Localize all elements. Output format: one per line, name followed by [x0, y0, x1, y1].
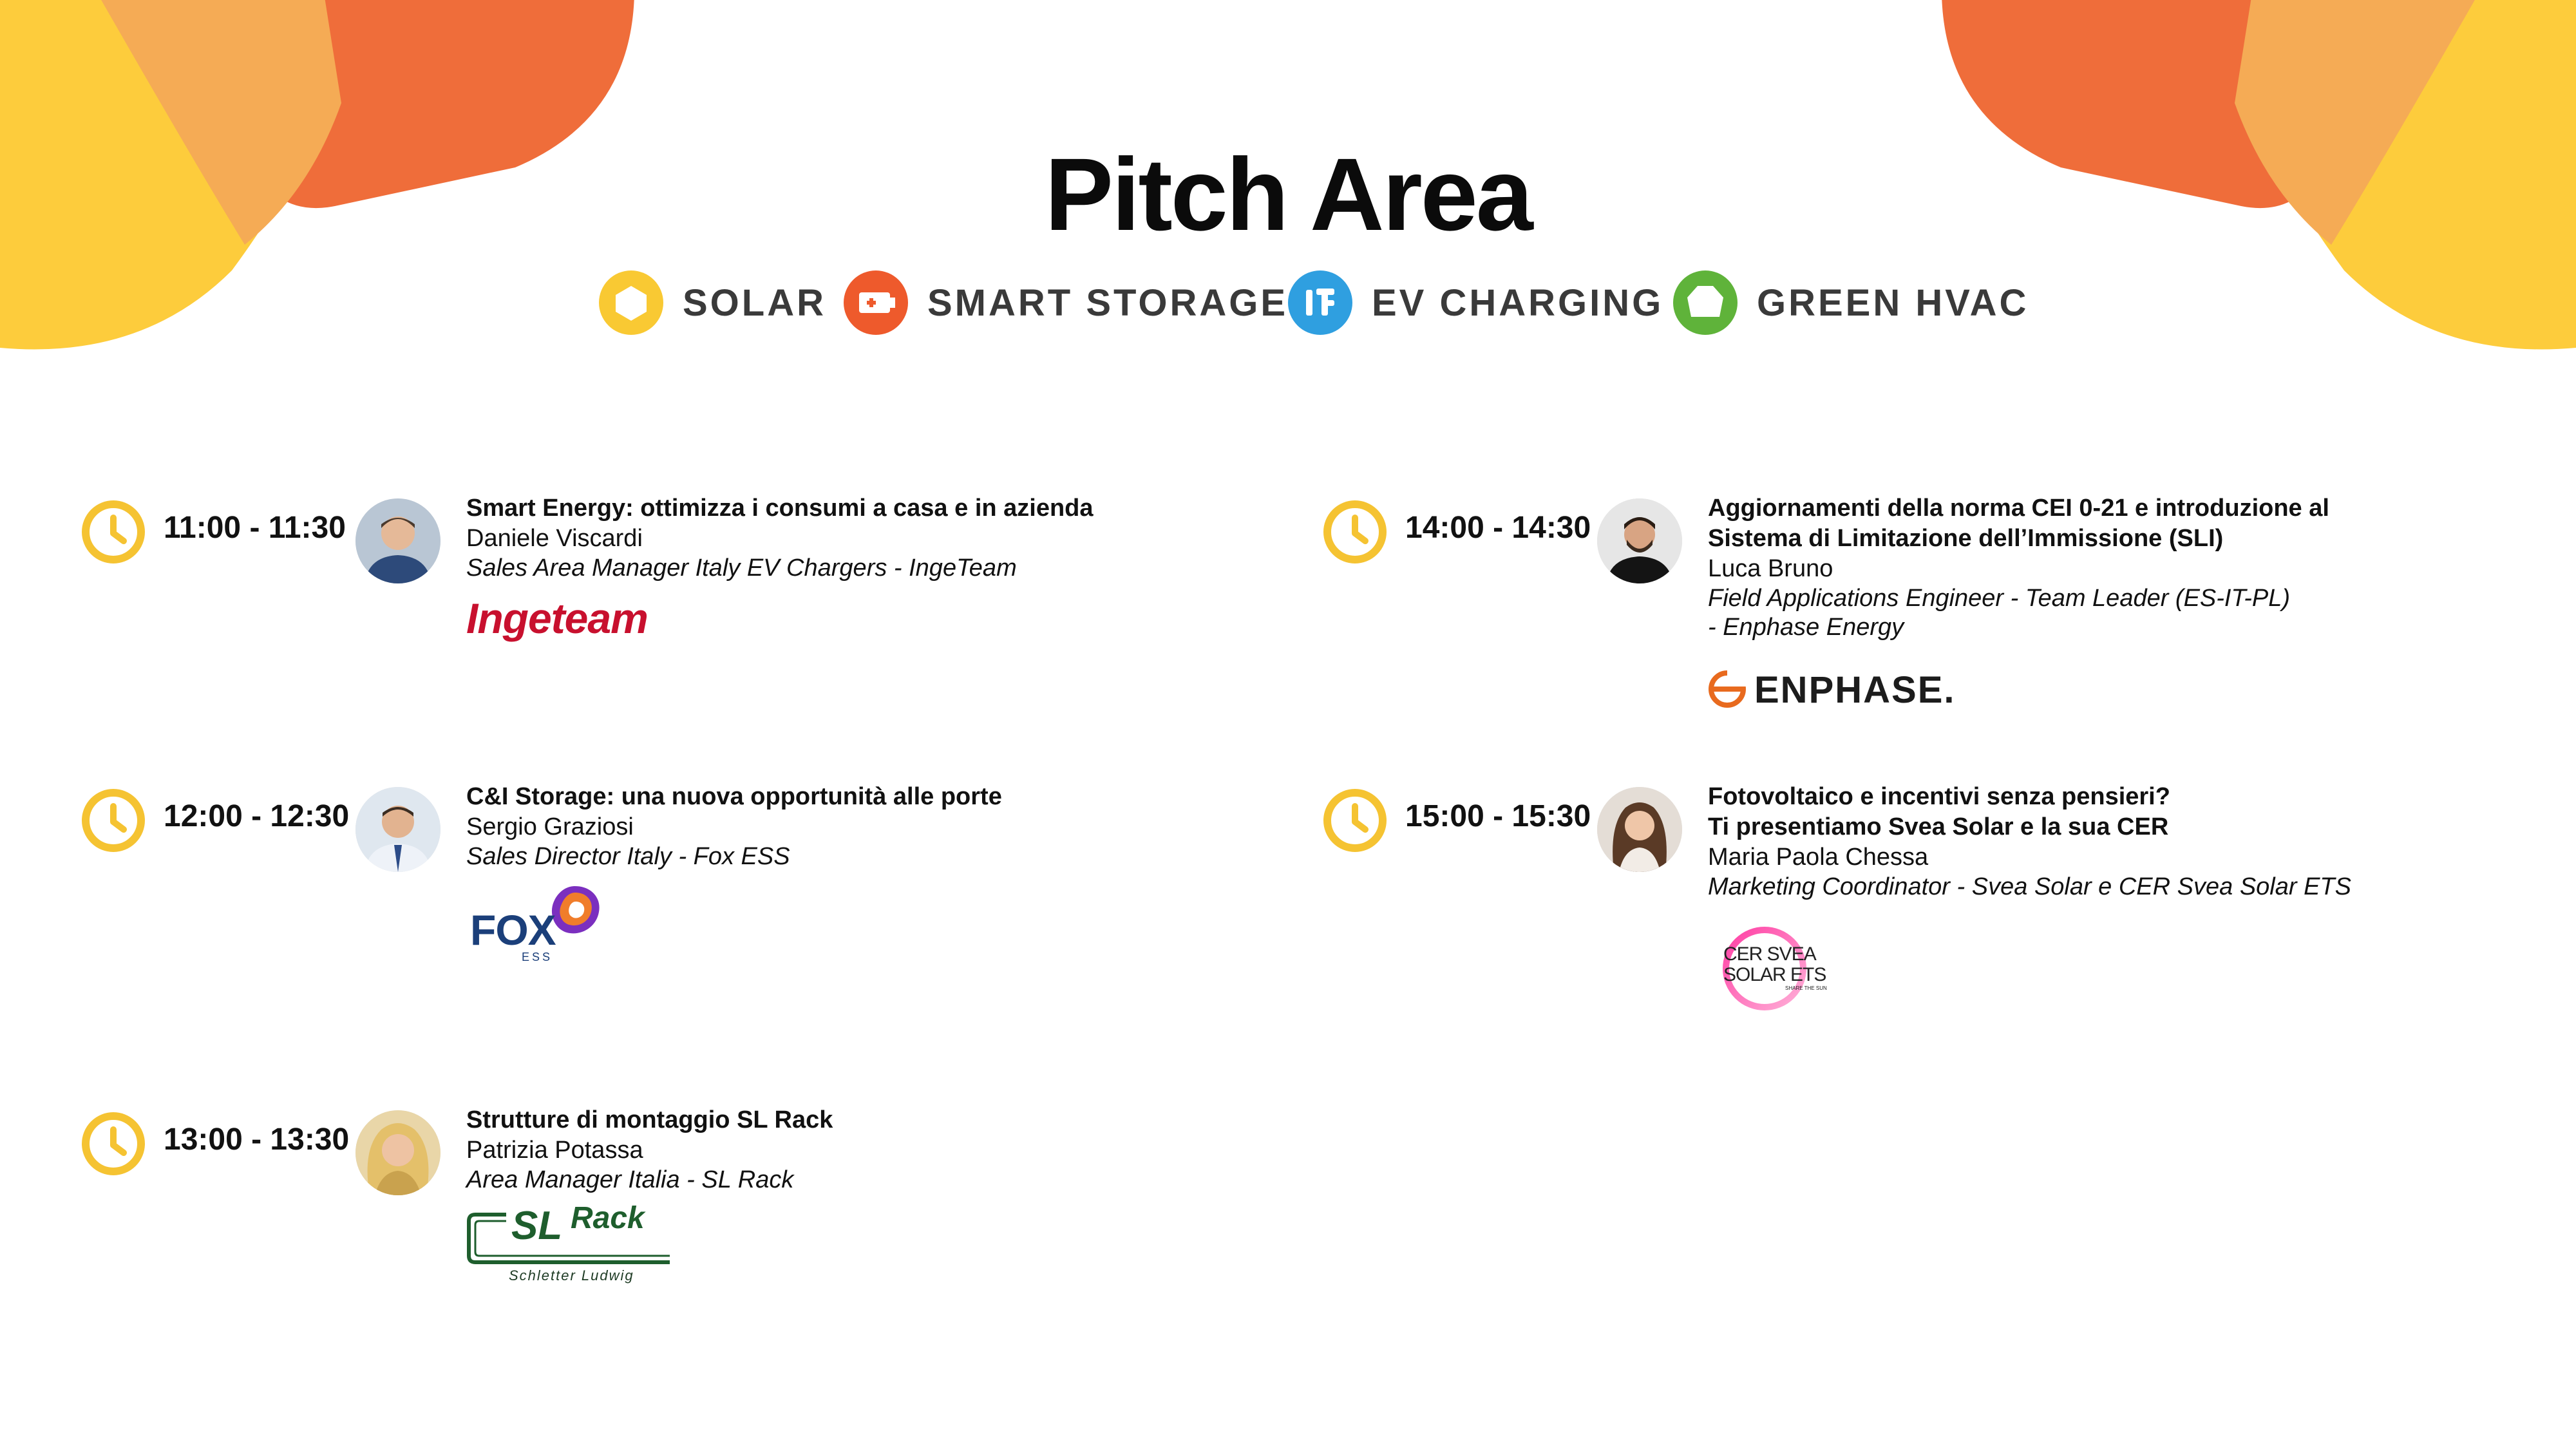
talk-title: Strutture di montaggio SL Rack: [466, 1106, 833, 1133]
speaker-role: Sales Director Italy - Fox ESS: [466, 843, 790, 870]
speaker-name: Maria Paola Chessa: [1708, 844, 1929, 871]
logo-text-extra: Rack: [571, 1201, 645, 1235]
cer-logo-text: [1723, 944, 1827, 991]
session-time: 12:00 - 12:30: [164, 799, 350, 833]
session-time: 11:00 - 11:30: [164, 511, 346, 545]
logo-subtext: Schletter Ludwig: [509, 1267, 634, 1283]
session-time: 14:00 - 14:30: [1405, 511, 1591, 545]
speaker-name: Patrizia Potassa: [466, 1137, 643, 1164]
session-details: [466, 493, 1368, 583]
clock-icon: [1321, 498, 1388, 565]
talk-title: Aggiornamenti della norma CEI 0-21 e introduzione al: [1708, 495, 2329, 522]
speaker-avatar: [355, 498, 440, 583]
category-label: GREEN HVAC: [1757, 281, 2029, 324]
talk-title: Ti presentiamo Svea Solar e la sua CER: [1708, 813, 2169, 840]
talk-title: Smart Energy: ottimizza i consumi a casa e in azienda: [466, 495, 1094, 522]
ev-plug-icon: [1287, 269, 1354, 336]
speaker-name: Sergio Graziosi: [466, 813, 634, 840]
sponsor-logo: [1708, 665, 1965, 716]
sponsor-logo: [466, 594, 648, 643]
talk-title: Sistema di Limitazione dell’Immissione (SLI): [1708, 525, 2224, 552]
logo-subtext: SHARE THE SUN: [1785, 985, 1827, 991]
logo-subtext: ESS: [522, 951, 553, 963]
category-label: EV CHARGING: [1372, 281, 1664, 324]
category-solar: [598, 264, 826, 341]
sponsor-logo: [466, 882, 621, 966]
speaker-avatar: [1597, 498, 1682, 583]
category-smart-storage: [842, 264, 1288, 341]
logo-text: CER SVEA: [1723, 943, 1816, 965]
speaker-avatar: [1597, 787, 1682, 872]
session-time: 15:00 - 15:30: [1405, 799, 1591, 833]
speaker-role: - Enphase Energy: [1708, 614, 1904, 641]
solar-icon: [598, 269, 665, 336]
session-details: [466, 1105, 1368, 1195]
clock-icon: [1321, 787, 1388, 854]
session-details: [466, 782, 1368, 871]
speaker-avatar: [355, 1110, 440, 1195]
logo-text: FOX: [470, 906, 556, 954]
session-details: [1708, 493, 2576, 642]
speaker-avatar: [355, 787, 440, 872]
session-details: [1708, 782, 2576, 902]
sponsor-logo: [1708, 925, 1862, 1015]
talk-title: C&I Storage: una nuova opportunità alle porte: [466, 783, 1002, 810]
speaker-role: Marketing Coordinator - Svea Solar e CER Svea Solar ETS: [1708, 873, 2351, 900]
speaker-role: Area Manager Italia - SL Rack: [466, 1166, 794, 1193]
logo-text: SL: [511, 1204, 563, 1248]
speaker-name: Daniele Viscardi: [466, 525, 643, 552]
clock-icon: [80, 1110, 147, 1177]
clock-icon: [80, 787, 147, 854]
clock-icon: [80, 498, 147, 565]
talk-title: Fotovoltaico e incentivi senza pensieri?: [1708, 783, 2170, 810]
sponsor-logo: [466, 1201, 672, 1291]
category-label: SOLAR: [683, 281, 826, 324]
page-title: Pitch Area: [1045, 137, 1531, 252]
battery-icon: [842, 269, 909, 336]
speaker-role: Field Applications Engineer - Team Leader (ES-IT-PL): [1708, 585, 2291, 612]
enphase-logo-mark: [1708, 670, 1747, 708]
category-ev-charging: [1287, 264, 1663, 341]
speaker-name: Luca Bruno: [1708, 555, 1833, 582]
hvac-icon: [1672, 269, 1739, 336]
category-green-hvac: [1672, 264, 2029, 341]
logo-text: ENPHASE.: [1754, 669, 1956, 711]
logo-text: Ingeteam: [466, 594, 648, 642]
logo-text: SOLAR ETS: [1723, 964, 1826, 985]
session-time: 13:00 - 13:30: [164, 1122, 350, 1157]
speaker-role: Sales Area Manager Italy EV Chargers - IngeTeam: [466, 554, 1017, 582]
category-label: SMART STORAGE: [927, 281, 1289, 324]
category-legend: [0, 264, 2576, 341]
